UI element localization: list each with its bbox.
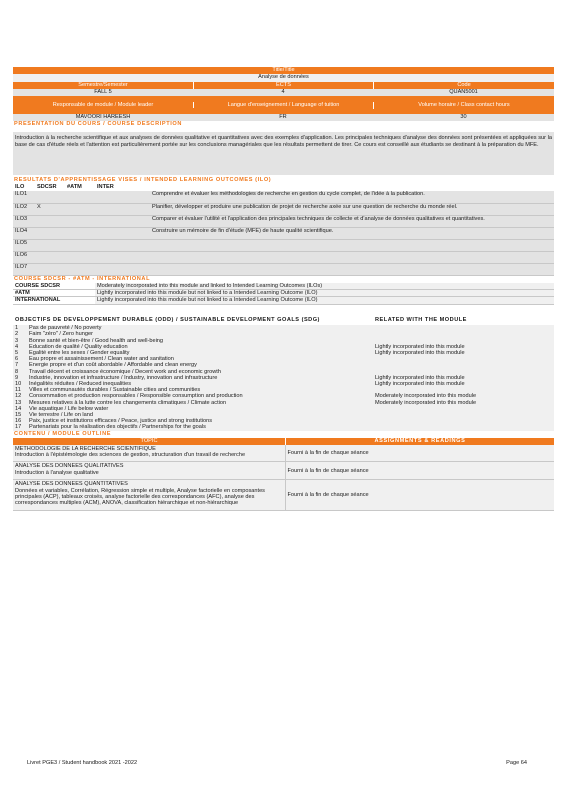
outline-topic: METHODOLOGIE DE LA RECHERCHE SCIENTIFIQUE Introduction à l'épistémologie des sciences de gestion, structuration d'un travail de recherche xyxy=(13,445,285,462)
page-footer xyxy=(27,760,527,766)
sdg-goal: Vie aquatique / Life below water xyxy=(29,405,109,412)
ilo-text: Comparer et évaluer l'utilité et l'application des principales techniques de collecte et d'analyse de données qualitatives et quantitatives. xyxy=(150,215,554,227)
sdg-number: 7 xyxy=(15,362,19,369)
footer-left: Livret PGE3 / Student handbook 2021 -2022 xyxy=(27,760,138,766)
sdg-goal: Paix, justice et institutions efficaces / Peace, justice and strong institutions xyxy=(29,418,213,425)
ilo-atm xyxy=(65,239,95,251)
sdg-number: 14 xyxy=(15,405,22,412)
ilo-atm xyxy=(65,215,95,227)
ilo-id: ILO6 xyxy=(13,251,35,263)
ilo-id: ILO5 xyxy=(13,239,35,251)
footer-page-number: Page 64 xyxy=(506,760,527,766)
outline-topic: ANALYSE DES DONNEES QUANTITATIVES Données et variables, Corrélation, Régression simple et multiple, Analyse factorielle en composantes principales (ACP), tableaux croisés, analyse factorielle des correspondances (AFC), analyse des correspondances multiples (ACM), ANOVA, classification hiérarchique et non-hiérarchique xyxy=(13,480,285,511)
responsible-value-row xyxy=(13,114,554,121)
sdg-goal: Mesures relatives à la lutte contre les changements climatiques / Climate action xyxy=(29,399,227,406)
ilo-id: ILO1 xyxy=(13,191,35,203)
outline-row xyxy=(13,462,554,480)
outline-assignment: Fourni à la fin de chaque séance xyxy=(285,445,554,462)
sdg-goal: Faim "zéro" / Zero hunger xyxy=(29,331,93,338)
ects-label: ECTS xyxy=(193,82,373,89)
outline-table xyxy=(13,445,554,511)
ilo-sdcsr xyxy=(35,239,65,251)
outline-heading: CONTENU / MODULE OUTLINE xyxy=(14,430,112,437)
ilo-sdcsr xyxy=(35,191,65,203)
semester-label: Semestre/Semester xyxy=(78,82,128,88)
course-table xyxy=(13,283,554,305)
ilo-inter xyxy=(95,215,150,227)
ilo-atm xyxy=(65,263,95,275)
ilo-atm xyxy=(65,203,95,215)
title-value-row xyxy=(13,74,554,82)
course-row xyxy=(13,289,554,296)
ilo-row xyxy=(13,263,554,275)
ilo-inter xyxy=(95,251,150,263)
presentation-heading: PRESENTATION DU COURS / COURSE DESCRIPTION xyxy=(14,121,182,127)
semester-header-row xyxy=(13,82,554,89)
ilo-id: ILO3 xyxy=(13,215,35,227)
outline-header-row xyxy=(13,438,554,445)
ilo-id: ILO7 xyxy=(13,263,35,275)
course-row-text: Moderately incorporated into this module and linked to Intended Learning Outcomes (ILOs) xyxy=(95,283,554,290)
sdg-goal: Travail décent et croissance économique / Decent work and economic growth xyxy=(29,368,221,375)
course-row xyxy=(13,297,554,304)
ilo-sdcsr xyxy=(35,215,65,227)
course-row-text: Lightly incorporated into this module but not linked to a Intended Learning Outcome (ILO) xyxy=(95,297,554,304)
outline-row xyxy=(13,480,554,511)
ilo-text xyxy=(150,251,554,263)
sdg-number: 8 xyxy=(15,368,19,375)
sdg-number: 4 xyxy=(15,343,19,350)
ilo-id: ILO2 xyxy=(13,203,35,215)
ilo-inter xyxy=(95,239,150,251)
sdg-goal: Vie terrestre / Life on land xyxy=(29,411,93,418)
sdg-related: Lightly incorporated into this module xyxy=(375,374,465,381)
ilo-text: Planifier, développer et produire une publication de projet de recherche axée sur une question de recherche du monde réel. xyxy=(150,203,554,215)
ilo-text xyxy=(150,263,554,275)
language-label: Langue d'enseignement / Language of tuition xyxy=(193,102,373,108)
ilo-heading: RESULTATS D'APPRENTISSAGE VISES / INTENDED LEARNING OUTCOMES (ILO) xyxy=(14,177,272,183)
sdg-goal: Consommation et production responsables / Responsible consumption and production xyxy=(29,393,243,400)
outline-assignment: Fourni à la fin de chaque séance xyxy=(285,462,554,480)
sdg-goal: Industrie, innovation et infrastructure / Industry, innovation and infrastructure xyxy=(29,374,218,381)
sdg-goal: Bonne santé et bien-être / Good health and well-being xyxy=(29,337,164,344)
sdg-number: 10 xyxy=(15,380,22,387)
sdg-number: 15 xyxy=(15,411,22,418)
sdg-goal: Egalité entre les sexes / Gender equality xyxy=(29,349,130,356)
sdg-number: 12 xyxy=(15,393,22,400)
sdg-header-table xyxy=(13,317,554,323)
ilo-row xyxy=(13,203,554,215)
course-sheet xyxy=(13,67,554,511)
course-row xyxy=(13,283,554,290)
volume-label: Volume horaire / Class contact hours xyxy=(373,102,554,109)
ilo-table xyxy=(13,191,554,276)
ects-value: 4 xyxy=(281,89,285,95)
sdg-related: Lightly incorporated into this module xyxy=(375,380,465,387)
sdg-number: 6 xyxy=(15,356,19,363)
ilo-row xyxy=(13,215,554,227)
outline-assign-label: ASSIGNMENTS & READINGS xyxy=(285,438,554,445)
semester-value-row xyxy=(13,89,554,96)
outline-topic-label: TOPIC xyxy=(140,437,158,444)
sdg-goal: Pas de pauvreté / No poverty xyxy=(29,325,102,332)
outline-topic: ANALYSE DES DONNEES QUALITATIVES Introduction à l'analyse qualitative xyxy=(13,462,285,480)
sdg-related: Moderately incorporated into this module xyxy=(375,393,477,400)
code-value: QUAN5001 xyxy=(449,89,478,95)
ilo-text: Comprendre et évaluer les méthodologies de recherche en gestion du cycle complet, de l'idée à la publication. xyxy=(150,191,554,203)
course-row-text: Lightly incorporated into this module but not linked to a Intended Learning Outcome (ILO) xyxy=(95,289,554,296)
ilo-atm xyxy=(65,191,95,203)
sdg-related: Moderately incorporated into this module xyxy=(375,399,477,406)
semester-value: FALL 5 xyxy=(94,89,112,95)
sdg-table xyxy=(13,325,554,430)
sdg-number: 13 xyxy=(15,399,22,406)
language-value: FR xyxy=(279,114,287,120)
sdg-goal: Education de qualité / Quality education xyxy=(29,343,128,350)
code-label: Code xyxy=(373,82,554,89)
sdg-goal: Eau propre et assainissement / Clean water and sanitation xyxy=(29,356,174,363)
presentation-text: Introduction à la recherche scientifique et aux analyses de données qualitative et quantitatives avec des exemples d'application. Les principales techniques d'analyse des données sont présentées et appliquées sur la base de cas d'étude réels et l'attention est particulièrement portée sur les conclusions managériales que les résultats permettent de tirer. Ce cours est conseillé aux étudiants se destinant à la préparation du MFE. xyxy=(13,132,554,175)
volume-value: 30 xyxy=(460,114,467,120)
ilo-inter xyxy=(95,227,150,239)
sdg-number: 11 xyxy=(15,387,21,394)
sdg-number: 9 xyxy=(15,374,19,381)
ilo-sdcsr xyxy=(35,227,65,239)
title-label: Title/Title xyxy=(272,67,295,73)
ilo-text: Construire un mémoire de fin d'étude (MFE) de haute qualité scientifique. xyxy=(150,227,554,239)
sdg-number: 17 xyxy=(15,424,22,431)
ilo-col-ilo: ILO xyxy=(15,184,25,190)
ilo-column-header xyxy=(13,184,554,191)
sdg-number: 5 xyxy=(15,349,19,356)
ilo-atm xyxy=(65,227,95,239)
outline-row xyxy=(13,445,554,462)
course-row-label: #ATM xyxy=(13,289,95,296)
title-value: Analyse de données xyxy=(258,74,309,80)
sdg-number: 3 xyxy=(15,337,19,344)
ilo-inter xyxy=(95,263,150,275)
ilo-sdcsr xyxy=(35,251,65,263)
course-heading: COURSE SDCSR - #ATM - INTERNATIONAL xyxy=(14,275,151,282)
sdg-goal: Partenariats pour la réalisation des objectifs / Partnerships for the goals xyxy=(29,424,206,431)
sdg-number: 1 xyxy=(15,325,19,332)
ilo-row xyxy=(13,251,554,263)
outline-assignment: Fourni à la fin de chaque séance xyxy=(285,480,554,511)
sdg-related: Lightly incorporated into this module xyxy=(375,343,465,350)
ilo-id: ILO4 xyxy=(13,227,35,239)
ilo-atm xyxy=(65,251,95,263)
course-row-label: COURSE SDCSR xyxy=(13,283,95,290)
ilo-row xyxy=(13,191,554,203)
ilo-inter xyxy=(95,191,150,203)
responsible-header-row xyxy=(13,96,554,114)
sdg-related-label: RELATED WITH THE MODULE xyxy=(375,316,467,323)
sdg-number: 2 xyxy=(15,331,19,338)
sdg-number: 16 xyxy=(15,418,22,425)
ilo-inter xyxy=(95,203,150,215)
responsible-value: MAVOORI HAREESH xyxy=(75,114,131,120)
ilo-text xyxy=(150,239,554,251)
ilo-sdcsr xyxy=(35,263,65,275)
ilo-col-inter: INTER xyxy=(97,184,114,190)
ilo-row xyxy=(13,239,554,251)
ilo-sdcsr: X xyxy=(35,203,65,215)
course-row-label: INTERNATIONAL xyxy=(13,297,95,304)
responsible-label: Responsable de module / Module leader xyxy=(52,101,154,108)
sdg-goal: Energie propre et d'un coût abordable / Affordable and clean energy xyxy=(29,362,197,369)
title-header-row xyxy=(13,67,554,74)
ilo-col-atm: #ATM xyxy=(67,184,82,190)
sdg-goal: Villes et communautés durables / Sustainable cities and communities xyxy=(29,387,201,394)
sdg-goal: Inégalités réduites / Reduced inequalities xyxy=(29,380,131,387)
sdg-heading: OBJECTIFS DE DEVELOPPEMENT DURABLE (ODD) / SUSTAINABLE DEVELOPMENT GOALS (SDG) xyxy=(15,316,320,323)
ilo-row xyxy=(13,227,554,239)
ilo-col-sdcsr: SDCSR xyxy=(37,184,57,190)
sdg-related: Lightly incorporated into this module xyxy=(375,349,465,356)
